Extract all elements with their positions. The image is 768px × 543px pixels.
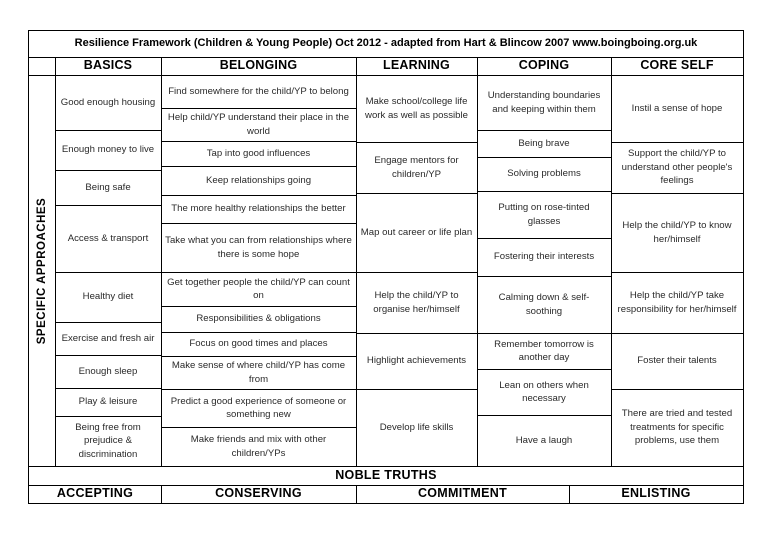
grid-line [611,57,612,466]
grid-line [477,191,611,192]
grid-line [161,427,356,428]
learning-cell: Develop life skills [379,421,454,433]
grid-line [55,272,161,273]
core-self-cell: Help the child/YP to know her/himself [622,220,732,245]
header-coping: COPING [518,58,570,73]
grid-line [161,57,162,466]
learning-cell: Map out career or life plan [360,226,473,238]
noble-truths-label: NOBLE TRUTHS [335,467,437,482]
core-self-cell: Foster their talents [637,355,717,367]
grid-line [55,355,161,356]
core-self-cell: Instil a sense of hope [631,102,723,114]
belonging-cell: Make sense of where child/YP has come from [171,360,346,385]
grid-line [356,333,477,334]
grid-line [161,356,356,357]
grid-line [356,142,477,143]
belonging-cell: Find somewhere for the child/YP to belong [168,85,349,97]
basics-cell: Enough sleep [78,365,138,377]
coping-cell: Remember tomorrow is another day [494,338,594,363]
coping-cell: Lean on others when necessary [499,379,589,404]
grid-line [29,485,743,486]
header-belonging: BELONGING [219,58,298,73]
grid-line [356,485,357,503]
core-self-cell: There are tried and tested treatments for specific problems, use them [621,408,733,447]
noble-truth-commitment: COMMITMENT [417,486,508,501]
grid-line [161,195,356,196]
basics-cell: Being free from prejudice & discrimination [75,421,141,460]
grid-line [29,466,743,467]
belonging-cell: Make friends and mix with other children/YPs [190,434,327,459]
coping-cell: Understanding boundaries and keeping within them [487,90,601,115]
learning-cell: Help the child/YP to organise her/himself [373,290,460,315]
grid-line [55,130,161,131]
grid-line [55,170,161,171]
grid-line [55,416,161,417]
grid-line [356,193,477,194]
core-self-cell: Support the child/YP to understand other people's feelings [621,148,733,187]
grid-line [161,223,356,224]
grid-line [55,388,161,389]
header-core-self: CORE SELF [640,58,714,73]
grid-line [611,193,743,194]
grid-line [161,332,356,333]
belonging-cell: Help child/YP understand their place in the world [167,112,350,137]
coping-cell: Putting on rose-tinted glasses [498,202,590,227]
grid-line [161,108,356,109]
basics-cell: Being safe [85,181,131,193]
resilience-framework-table [28,30,744,504]
grid-line [611,272,743,273]
grid-line [356,57,357,466]
coping-cell: Solving problems [507,168,581,180]
grid-line [477,57,478,466]
grid-line [569,485,570,503]
belonging-cell: Focus on good times and places [189,338,328,350]
table-title: Resilience Framework (Children & Young People) Oct 2012 - adapted from Hart & Blincow 2007 www.boingboing.org.uk [74,37,698,50]
noble-truth-conserving: CONSERVING [215,486,302,501]
grid-line [477,369,611,370]
basics-cell: Good enough housing [60,96,156,108]
header-basics: BASICS [83,58,133,73]
grid-line [29,75,743,76]
grid-line [161,141,356,142]
basics-cell: Exercise and fresh air [61,332,155,344]
header-learning: LEARNING [383,58,450,73]
belonging-cell: The more healthy relationships the better [171,203,346,215]
coping-cell: Being brave [518,137,570,149]
grid-line [477,276,611,277]
grid-line [55,205,161,206]
grid-line [161,306,356,307]
belonging-cell: Responsibilities & obligations [196,313,321,325]
learning-cell: Make school/college life work as well as possible [365,96,468,121]
learning-cell: Engage mentors for children/YP [374,155,459,180]
belonging-cell: Keep relationships going [205,174,312,186]
belonging-cell: Tap into good influences [206,147,311,159]
grid-line [356,389,477,390]
grid-line [477,415,611,416]
grid-line [477,238,611,239]
specific-approaches-label [29,75,55,466]
grid-line [477,130,611,131]
basics-cell: Play & leisure [78,396,138,408]
grid-line [55,322,161,323]
grid-line [161,272,356,273]
belonging-cell: Get together people the child/YP can count on [167,276,350,301]
basics-cell: Healthy diet [82,291,134,303]
coping-cell: Fostering their interests [493,251,595,263]
basics-cell: Access & transport [67,232,149,244]
belonging-cell: Take what you can from relationships where there is some hope [165,235,352,260]
core-self-cell: Help the child/YP take responsibility for her/himself [617,290,737,315]
grid-line [611,142,743,143]
basics-cell: Enough money to live [61,144,155,156]
specific-approaches-text: SPECIFIC APPROACHES [36,197,48,344]
grid-line [611,389,743,390]
noble-truth-accepting: ACCEPTING [56,486,134,501]
grid-line [55,57,56,466]
belonging-cell: Predict a good experience of someone or something new [170,395,347,420]
grid-line [477,333,611,334]
grid-line [161,485,162,503]
learning-cell: Highlight achievements [366,355,467,367]
coping-cell: Calming down & self-soothing [498,292,590,317]
grid-line [29,57,743,58]
grid-line [161,166,356,167]
grid-line [477,157,611,158]
grid-line [356,272,477,273]
grid-line [611,333,743,334]
grid-line [161,389,356,390]
noble-truth-enlisting: ENLISTING [621,486,691,501]
coping-cell: Have a laugh [515,434,573,446]
